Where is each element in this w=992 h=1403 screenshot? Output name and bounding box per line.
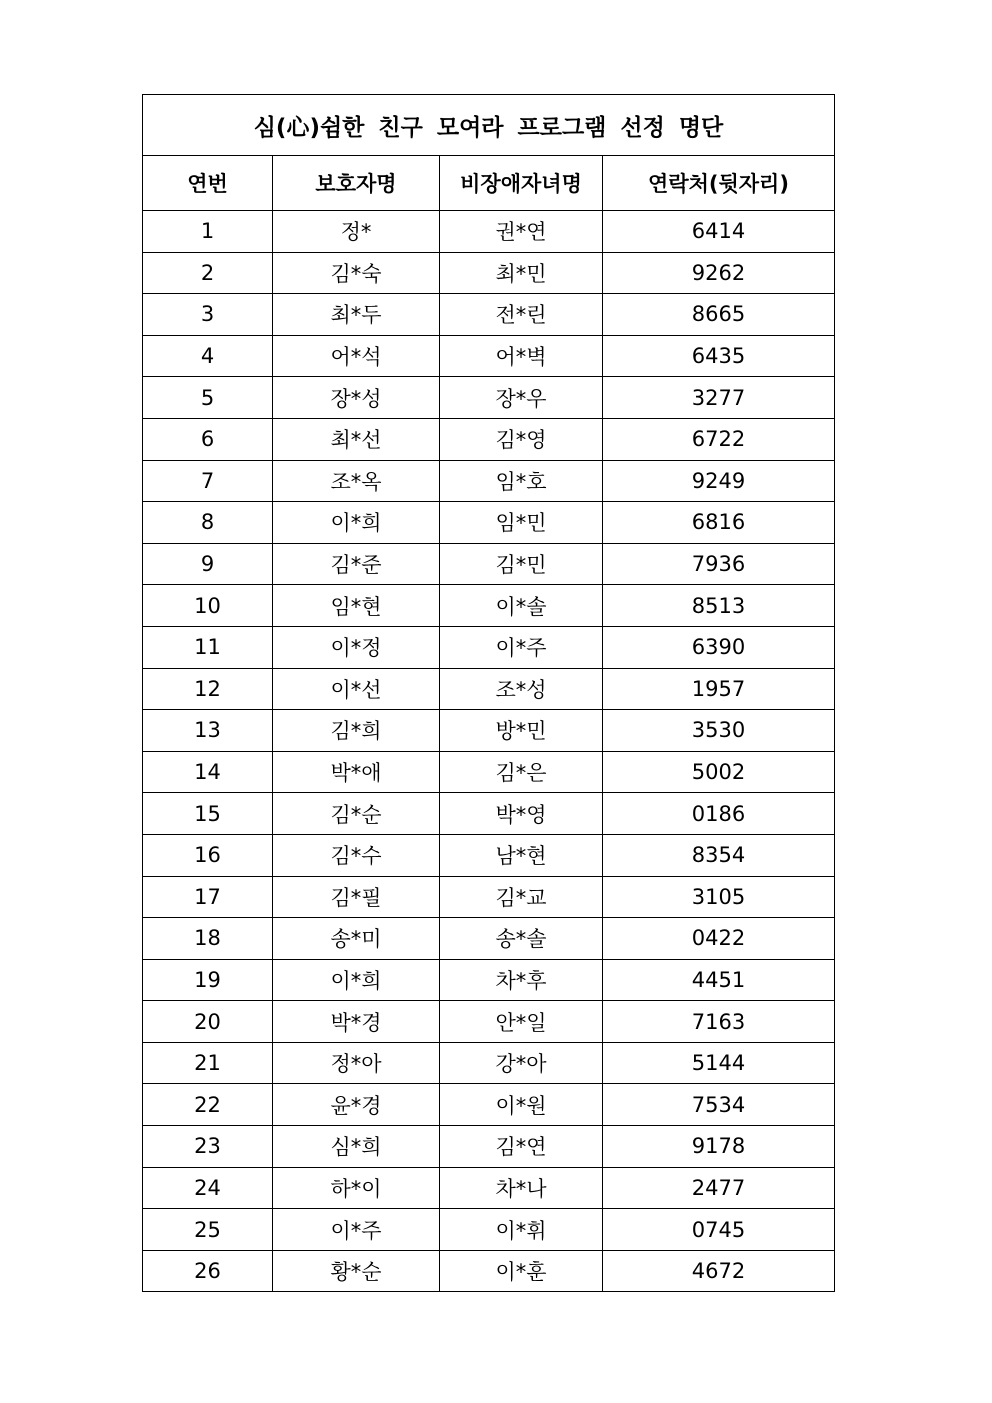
guardian-name-cell: 이*희 xyxy=(273,502,440,544)
guardian-name-cell: 조*옥 xyxy=(273,460,440,502)
child-name-cell: 송*솔 xyxy=(440,918,603,960)
guardian-name-cell: 최*선 xyxy=(273,418,440,460)
guardian-name-cell: 김*숙 xyxy=(273,252,440,294)
guardian-name-cell: 박*애 xyxy=(273,751,440,793)
guardian-name-cell: 어*석 xyxy=(273,335,440,377)
row-number-cell: 7 xyxy=(143,460,273,502)
row-number-cell: 12 xyxy=(143,668,273,710)
table-row xyxy=(143,460,835,502)
child-name-cell: 차*후 xyxy=(440,959,603,1001)
child-name-cell: 방*민 xyxy=(440,710,603,752)
contact-cell: 4451 xyxy=(603,959,835,1001)
contact-cell: 6435 xyxy=(603,335,835,377)
child-name-cell: 권*연 xyxy=(440,211,603,253)
guardian-name-cell: 김*필 xyxy=(273,876,440,918)
row-number-cell: 18 xyxy=(143,918,273,960)
child-name-cell: 이*원 xyxy=(440,1084,603,1126)
child-name-cell: 김*연 xyxy=(440,1126,603,1168)
guardian-name-cell: 장*성 xyxy=(273,377,440,419)
child-name-cell: 전*린 xyxy=(440,294,603,336)
child-name-cell: 김*교 xyxy=(440,876,603,918)
row-number-cell: 14 xyxy=(143,751,273,793)
column-header-child: 비장애자녀명 xyxy=(440,156,603,211)
contact-cell: 8513 xyxy=(603,585,835,627)
guardian-name-cell: 이*정 xyxy=(273,626,440,668)
contact-cell: 7163 xyxy=(603,1001,835,1043)
table-row xyxy=(143,502,835,544)
guardian-name-cell: 황*순 xyxy=(273,1250,440,1292)
row-number-cell: 20 xyxy=(143,1001,273,1043)
table-row xyxy=(143,668,835,710)
child-name-cell: 이*훈 xyxy=(440,1250,603,1292)
row-number-cell: 6 xyxy=(143,418,273,460)
row-number-cell: 23 xyxy=(143,1126,273,1168)
table-row xyxy=(143,294,835,336)
contact-cell: 6816 xyxy=(603,502,835,544)
guardian-name-cell: 윤*경 xyxy=(273,1084,440,1126)
child-name-cell: 조*성 xyxy=(440,668,603,710)
table-row xyxy=(143,626,835,668)
row-number-cell: 16 xyxy=(143,834,273,876)
contact-cell: 3530 xyxy=(603,710,835,752)
contact-cell: 6414 xyxy=(603,211,835,253)
row-number-cell: 4 xyxy=(143,335,273,377)
child-name-cell: 김*민 xyxy=(440,543,603,585)
child-name-cell: 차*나 xyxy=(440,1167,603,1209)
contact-cell: 4672 xyxy=(603,1250,835,1292)
contact-cell: 5002 xyxy=(603,751,835,793)
guardian-name-cell: 이*희 xyxy=(273,959,440,1001)
child-name-cell: 강*아 xyxy=(440,1042,603,1084)
child-name-cell: 이*휘 xyxy=(440,1209,603,1251)
column-header-row xyxy=(143,156,835,211)
column-header-contact: 연락처(뒷자리) xyxy=(603,156,835,211)
row-number-cell: 11 xyxy=(143,626,273,668)
child-name-cell: 최*민 xyxy=(440,252,603,294)
contact-cell: 0745 xyxy=(603,1209,835,1251)
child-name-cell: 어*벽 xyxy=(440,335,603,377)
contact-cell: 0422 xyxy=(603,918,835,960)
row-number-cell: 15 xyxy=(143,793,273,835)
table-row xyxy=(143,585,835,627)
row-number-cell: 26 xyxy=(143,1250,273,1292)
contact-cell: 8665 xyxy=(603,294,835,336)
row-number-cell: 1 xyxy=(143,211,273,253)
table-row xyxy=(143,1167,835,1209)
guardian-name-cell: 김*순 xyxy=(273,793,440,835)
table-row xyxy=(143,1126,835,1168)
child-name-cell: 임*호 xyxy=(440,460,603,502)
row-number-cell: 13 xyxy=(143,710,273,752)
guardian-name-cell: 송*미 xyxy=(273,918,440,960)
guardian-name-cell: 최*두 xyxy=(273,294,440,336)
table-row xyxy=(143,1209,835,1251)
row-number-cell: 10 xyxy=(143,585,273,627)
table-row xyxy=(143,710,835,752)
guardian-name-cell: 이*선 xyxy=(273,668,440,710)
contact-cell: 0186 xyxy=(603,793,835,835)
table-row xyxy=(143,543,835,585)
row-number-cell: 9 xyxy=(143,543,273,585)
table-row xyxy=(143,793,835,835)
guardian-name-cell: 김*준 xyxy=(273,543,440,585)
contact-cell: 9178 xyxy=(603,1126,835,1168)
contact-cell: 3105 xyxy=(603,876,835,918)
child-name-cell: 이*주 xyxy=(440,626,603,668)
row-number-cell: 5 xyxy=(143,377,273,419)
row-number-cell: 2 xyxy=(143,252,273,294)
table-row xyxy=(143,834,835,876)
contact-cell: 9262 xyxy=(603,252,835,294)
table-row xyxy=(143,1250,835,1292)
guardian-name-cell: 심*희 xyxy=(273,1126,440,1168)
contact-cell: 7936 xyxy=(603,543,835,585)
table-row xyxy=(143,211,835,253)
row-number-cell: 24 xyxy=(143,1167,273,1209)
child-name-cell: 장*우 xyxy=(440,377,603,419)
row-number-cell: 8 xyxy=(143,502,273,544)
row-number-cell: 21 xyxy=(143,1042,273,1084)
row-number-cell: 17 xyxy=(143,876,273,918)
contact-cell: 7534 xyxy=(603,1084,835,1126)
child-name-cell: 임*민 xyxy=(440,502,603,544)
table-row xyxy=(143,959,835,1001)
guardian-name-cell: 하*이 xyxy=(273,1167,440,1209)
table-row xyxy=(143,751,835,793)
table-body xyxy=(143,211,835,1292)
table-row xyxy=(143,1042,835,1084)
guardian-name-cell: 김*희 xyxy=(273,710,440,752)
child-name-cell: 안*일 xyxy=(440,1001,603,1043)
guardian-name-cell: 김*수 xyxy=(273,834,440,876)
row-number-cell: 25 xyxy=(143,1209,273,1251)
contact-cell: 3277 xyxy=(603,377,835,419)
selection-list-table xyxy=(142,94,835,1292)
guardian-name-cell: 임*현 xyxy=(273,585,440,627)
table-row xyxy=(143,876,835,918)
contact-cell: 6390 xyxy=(603,626,835,668)
contact-cell: 8354 xyxy=(603,834,835,876)
document-title: 심(心)쉼한 친구 모여라 프로그램 선정 명단 xyxy=(143,95,835,156)
contact-cell: 6722 xyxy=(603,418,835,460)
child-name-cell: 이*솔 xyxy=(440,585,603,627)
row-number-cell: 3 xyxy=(143,294,273,336)
column-header-number: 연번 xyxy=(143,156,273,211)
row-number-cell: 19 xyxy=(143,959,273,1001)
table-row xyxy=(143,377,835,419)
contact-cell: 5144 xyxy=(603,1042,835,1084)
guardian-name-cell: 정*아 xyxy=(273,1042,440,1084)
table-row xyxy=(143,1001,835,1043)
guardian-name-cell: 이*주 xyxy=(273,1209,440,1251)
row-number-cell: 22 xyxy=(143,1084,273,1126)
table-row xyxy=(143,335,835,377)
child-name-cell: 김*영 xyxy=(440,418,603,460)
table-row xyxy=(143,918,835,960)
guardian-name-cell: 정* xyxy=(273,211,440,253)
contact-cell: 1957 xyxy=(603,668,835,710)
contact-cell: 2477 xyxy=(603,1167,835,1209)
column-header-guardian: 보호자명 xyxy=(273,156,440,211)
guardian-name-cell: 박*경 xyxy=(273,1001,440,1043)
table-row xyxy=(143,252,835,294)
table-row xyxy=(143,418,835,460)
child-name-cell: 김*은 xyxy=(440,751,603,793)
table-row xyxy=(143,1084,835,1126)
child-name-cell: 남*현 xyxy=(440,834,603,876)
contact-cell: 9249 xyxy=(603,460,835,502)
child-name-cell: 박*영 xyxy=(440,793,603,835)
